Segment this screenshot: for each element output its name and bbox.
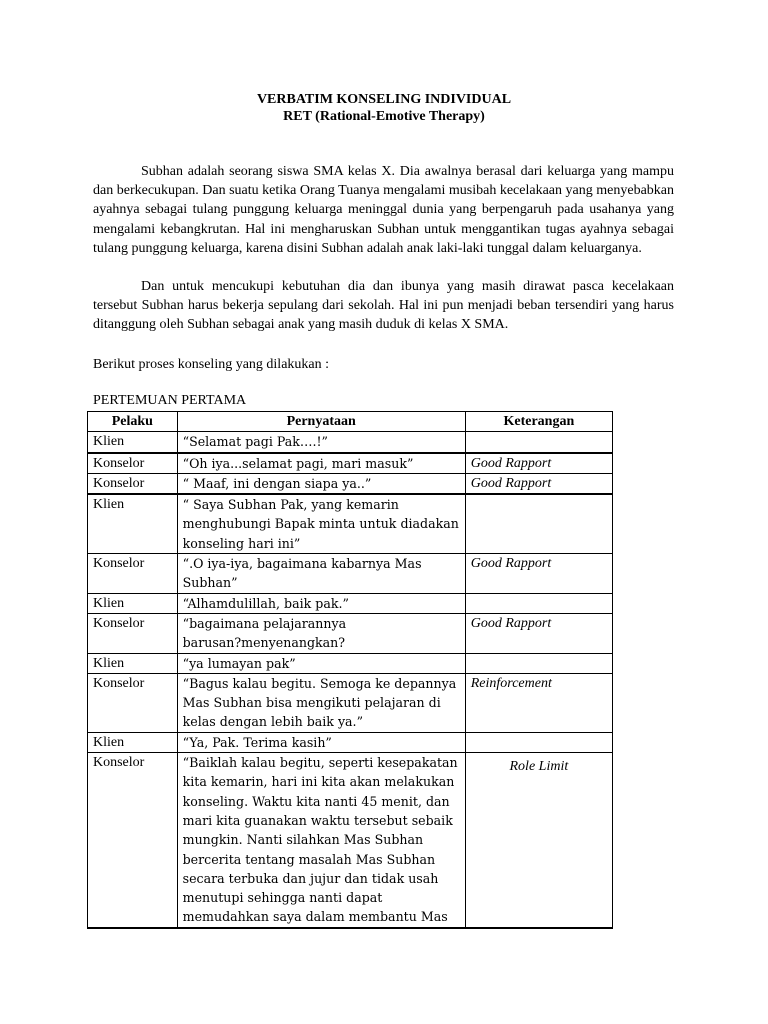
intro-paragraph-2: Dan untuk mencukupi kebutuhan dia dan ibunya yang masih dirawat pasca kecelakaan tersebut Subhan harus bekerja sepulang dari sekolah. Hal ini pun menjadi beban tersendiri yang harus ditanggung oleh Subhan sebagai anak yang masih duduk di kelas X SMA. bbox=[93, 279, 674, 333]
document-title-line1: VERBATIM KONSELING INDIVIDUAL bbox=[256, 92, 512, 107]
row-pelaku: Konselor bbox=[88, 453, 178, 474]
table-row bbox=[88, 494, 613, 553]
table-header-row bbox=[88, 412, 613, 432]
document-title-line2: RET (Rational-Emotive Therapy) bbox=[283, 109, 485, 124]
row-keterangan: Good Rapport bbox=[465, 613, 612, 653]
table-row bbox=[88, 673, 613, 732]
row-keterangan bbox=[465, 653, 612, 673]
intro-paragraph-1: Subhan adalah seorang siswa SMA kelas X. Dia awalnya berasal dari keluarga yang mampu dan berkecukupan. Dan suatu ketika Orang Tuanya mengalami musibah kecelakaan yang menyebabkan ayahnya sebagai tulang punggung keluarga meninggal dunia yang berpengaruh pada usahanya yang mengalami kebangkrutan. Hal ini mengharuskan Subhan untuk menggantikan tugas ayahnya sebagai tulang punggung keluarga, karena disini Subhan adalah anak laki-laki tunggal dalam keluarganya. bbox=[93, 164, 674, 256]
row-pernyataan: “Selamat pagi Pak….!” bbox=[177, 432, 465, 453]
row-pelaku: Klien bbox=[88, 432, 178, 453]
section-title: PERTEMUAN PERTAMA bbox=[93, 393, 247, 408]
row-pernyataan: “bagaimana pelajarannya barusan?menyenangkan? bbox=[177, 613, 465, 653]
row-pelaku: Konselor bbox=[88, 473, 178, 494]
table-row bbox=[88, 732, 613, 752]
row-pernyataan: “Ya, Pak. Terima kasih” bbox=[177, 732, 465, 752]
row-keterangan: Good Rapport bbox=[465, 473, 612, 494]
row-pelaku: Konselor bbox=[88, 753, 178, 928]
row-keterangan bbox=[465, 432, 612, 453]
row-keterangan: Role Limit bbox=[465, 753, 612, 928]
row-pernyataan: “.O iya-iya, bagaimana kabarnya Mas Subhan” bbox=[177, 554, 465, 594]
row-keterangan: Reinforcement bbox=[465, 673, 612, 732]
table-row bbox=[88, 554, 613, 594]
table-row bbox=[88, 593, 613, 613]
row-keterangan bbox=[465, 494, 612, 553]
row-pernyataan: “ Saya Subhan Pak, yang kemarin menghubungi Bapak minta untuk diadakan konseling hari ini” bbox=[177, 494, 465, 553]
header-pelaku: Pelaku bbox=[88, 412, 178, 432]
row-pelaku: Klien bbox=[88, 653, 178, 673]
row-pernyataan: “ya lumayan pak” bbox=[177, 653, 465, 673]
row-pelaku: Konselor bbox=[88, 554, 178, 594]
row-pernyataan: “Bagus kalau begitu. Semoga ke depannya Mas Subhan bisa mengikuti pelajaran di kelas dengan lebih baik ya.” bbox=[177, 673, 465, 732]
row-pernyataan: “Baiklah kalau begitu, seperti kesepakatan kita kemarin, hari ini kita akan melakukan konseling. Waktu kita nanti 45 menit, dan mari kita guanakan waktu tersebut sebaik mungkin. Nanti silahkan Mas Subhan bercerita tentang masalah Mas Subhan secara terbuka dan jujur dan tidak usah menutupi sehingga nanti dapat memudahkan saya dalam membantu Mas bbox=[177, 753, 465, 928]
table-row bbox=[88, 753, 613, 928]
row-pernyataan: “Oh iya...selamat pagi, mari masuk” bbox=[177, 453, 465, 474]
row-pelaku: Klien bbox=[88, 494, 178, 553]
intro-paragraph-3: Berikut proses konseling yang dilakukan : bbox=[93, 357, 330, 372]
row-keterangan bbox=[465, 593, 612, 613]
header-keterangan: Keterangan bbox=[465, 412, 612, 432]
verbatim-table bbox=[87, 411, 613, 929]
row-keterangan bbox=[465, 732, 612, 752]
row-keterangan: Good Rapport bbox=[465, 554, 612, 594]
table-row bbox=[88, 653, 613, 673]
table-row bbox=[88, 473, 613, 494]
row-pernyataan: “ Maaf, ini dengan siapa ya..” bbox=[177, 473, 465, 494]
header-pernyataan: Pernyataan bbox=[177, 412, 465, 432]
table-row bbox=[88, 613, 613, 653]
row-pelaku: Konselor bbox=[88, 673, 178, 732]
row-pelaku: Klien bbox=[88, 593, 178, 613]
row-pernyataan: “Alhamdulillah, baik pak.” bbox=[177, 593, 465, 613]
row-keterangan: Good Rapport bbox=[465, 453, 612, 474]
table-row bbox=[88, 432, 613, 453]
row-pelaku: Konselor bbox=[88, 613, 178, 653]
table-row bbox=[88, 453, 613, 474]
row-pelaku: Klien bbox=[88, 732, 178, 752]
